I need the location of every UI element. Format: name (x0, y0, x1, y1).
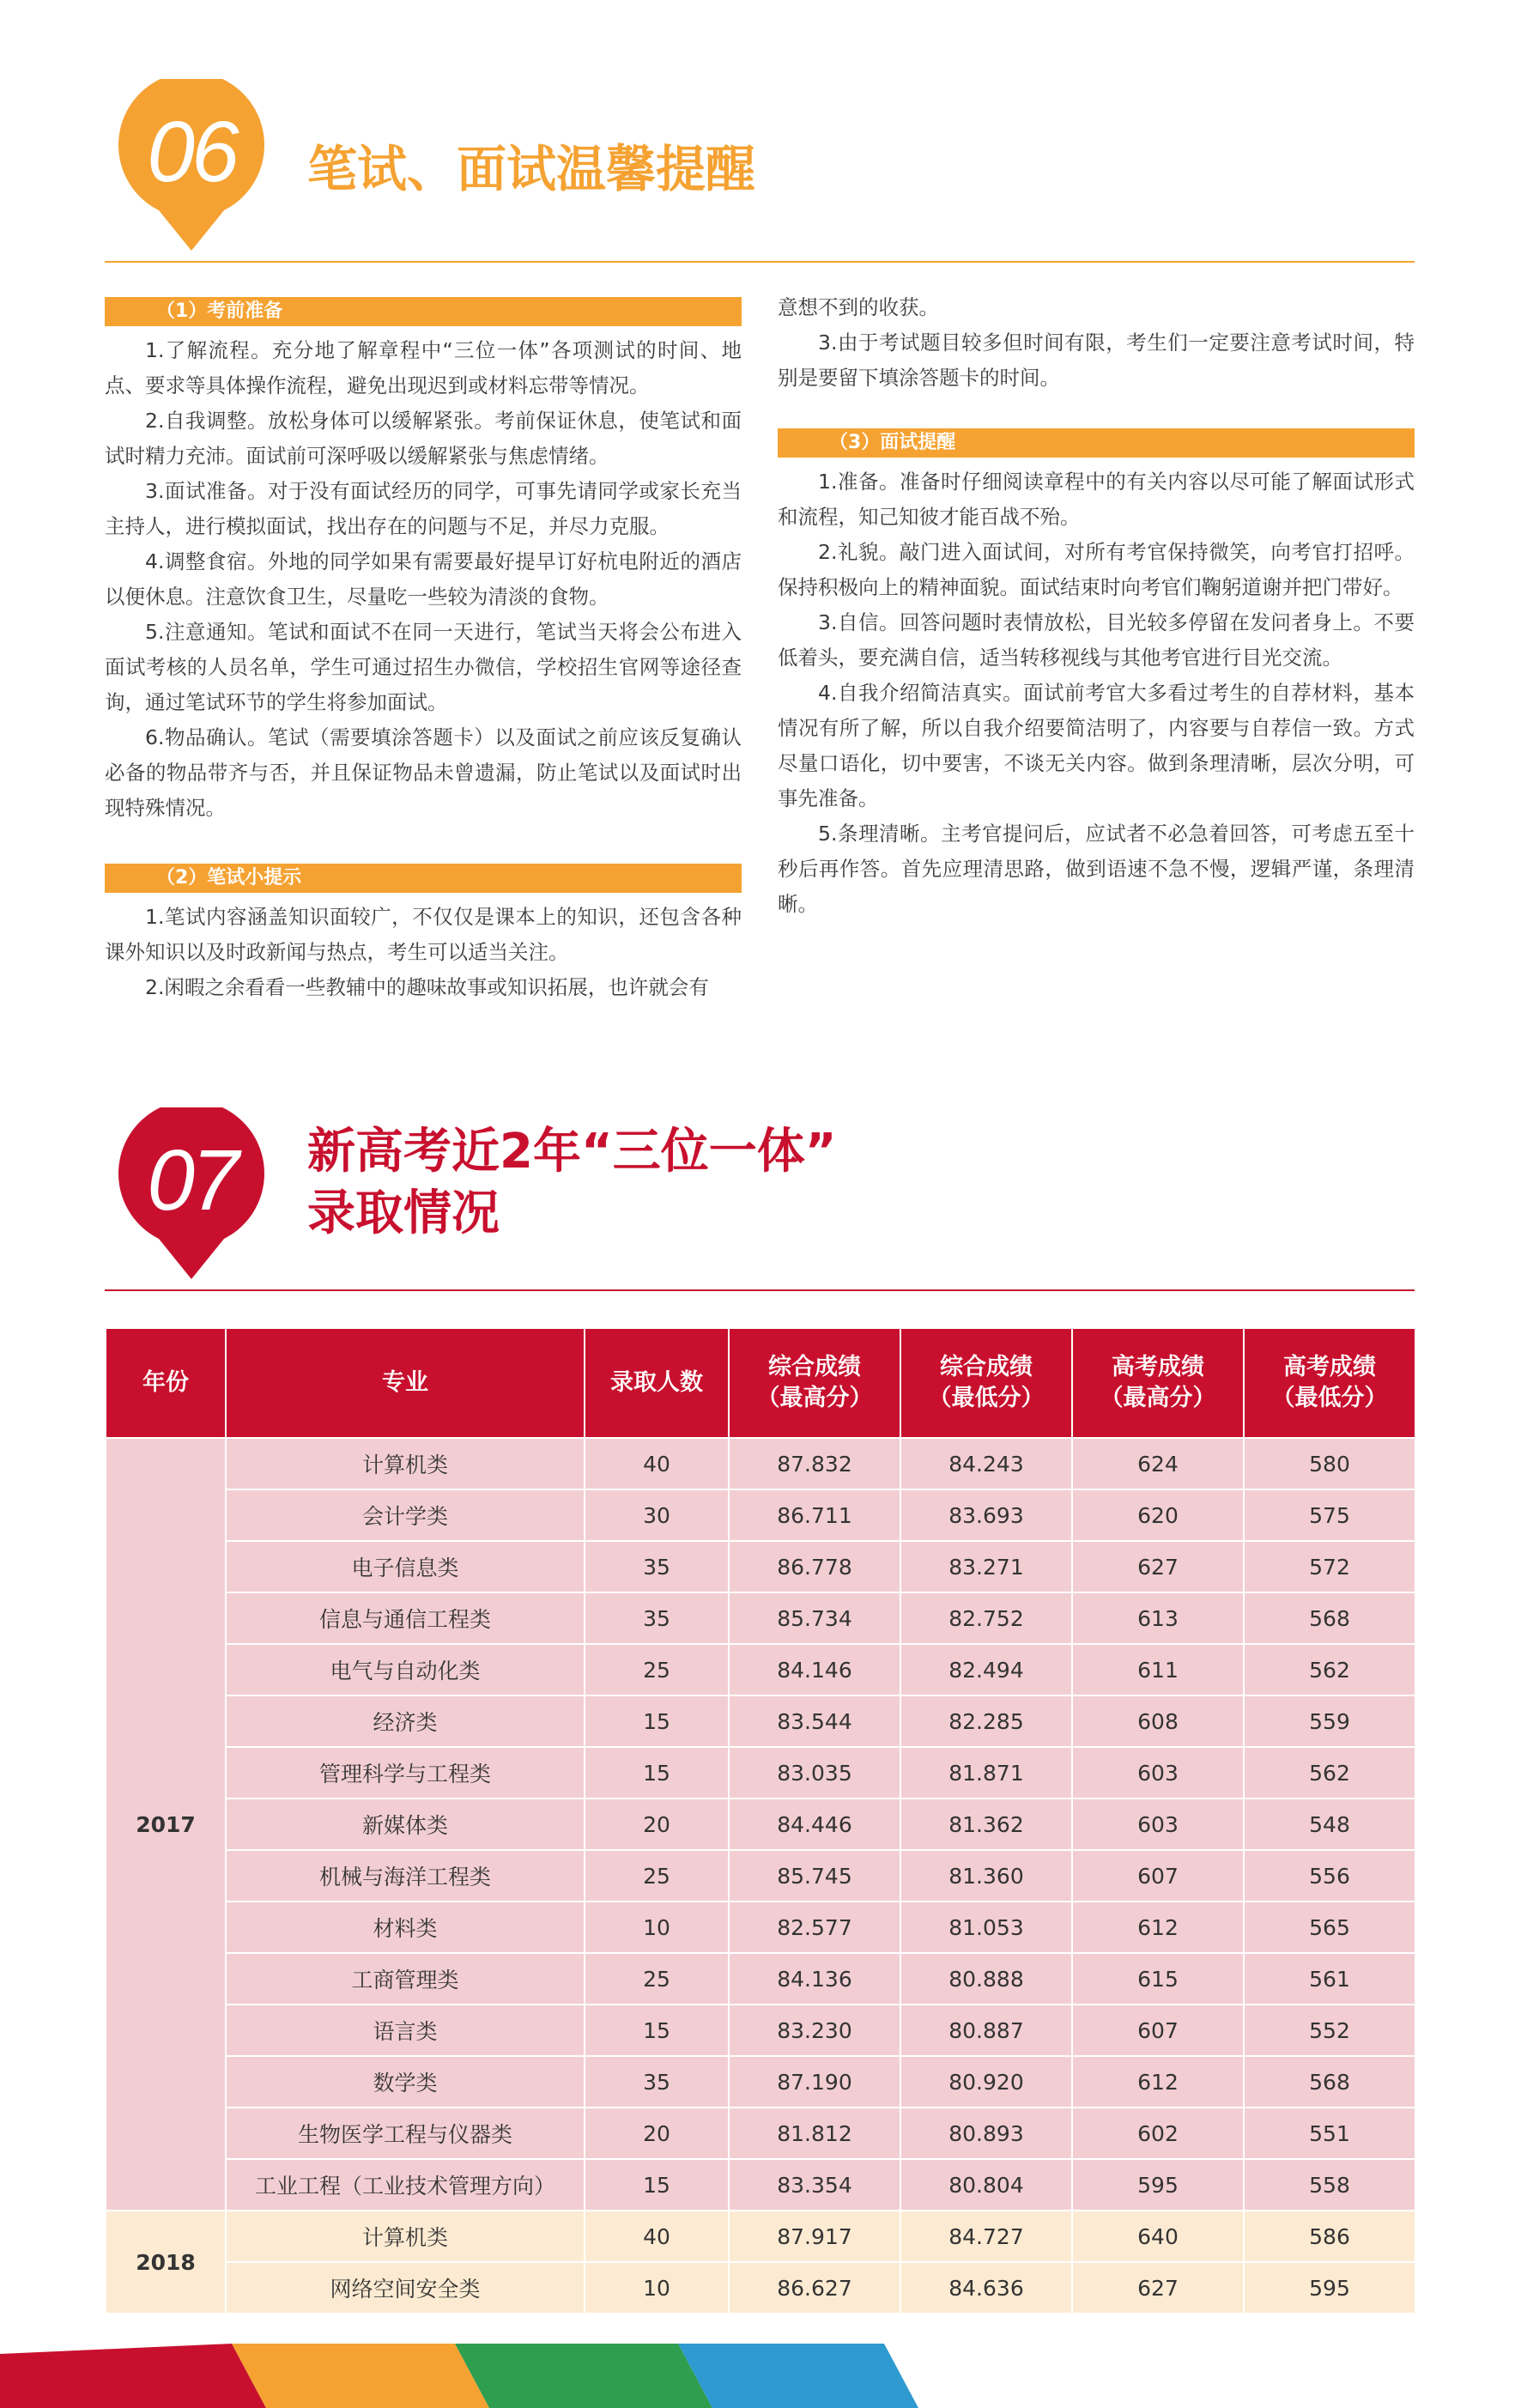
paragraph: 5.注意通知。笔试和面试不在同一天进行，笔试当天将会公布进入面试考核的人员名单，学生可通过招生办微信，学校招生官网等途径查询，通过笔试环节的学生将参加面试。 (105, 620, 742, 714)
value-cell: 83.035 (729, 1747, 900, 1798)
value-cell: 86.627 (729, 2262, 900, 2314)
table-row (106, 1592, 1415, 1644)
table-row (106, 2108, 1415, 2159)
table-row (106, 2159, 1415, 2211)
value-cell: 595 (1244, 2262, 1415, 2314)
table-row (106, 1850, 1415, 1902)
column-header (900, 1328, 1072, 1438)
section-07-title (307, 1121, 837, 1245)
value-cell: 627 (1072, 1541, 1244, 1592)
paragraph: 2.礼貌。敲门进入面试间，对所有考官保持微笑，向考官打招呼。保持积极向上的精神面貌。面试结束时向考官们鞠躬道谢并把门带好。 (778, 540, 1415, 599)
value-cell: 10 (585, 1902, 729, 1953)
table-row (106, 2211, 1415, 2262)
column-header-line: （最低分） (928, 1385, 1045, 1411)
value-cell: 86.711 (729, 1489, 900, 1541)
column-header (1072, 1328, 1244, 1438)
value-cell: 83.354 (729, 2159, 900, 2211)
major-cell: 管理科学与工程类 (226, 1747, 585, 1798)
value-cell: 548 (1244, 1798, 1415, 1850)
value-cell: 15 (585, 1695, 729, 1747)
value-cell: 81.812 (729, 2108, 900, 2159)
table-row (106, 2005, 1415, 2056)
value-cell: 627 (1072, 2262, 1244, 2314)
value-cell: 565 (1244, 1902, 1415, 1953)
value-cell: 624 (1072, 1438, 1244, 1489)
column-header (585, 1328, 729, 1438)
value-cell: 80.888 (900, 1953, 1072, 2005)
table-row (106, 1798, 1415, 1850)
value-cell: 80.893 (900, 2108, 1072, 2159)
value-cell: 551 (1244, 2108, 1415, 2159)
major-cell: 电气与自动化类 (226, 1644, 585, 1695)
value-cell: 640 (1072, 2211, 1244, 2262)
value-cell: 603 (1072, 1747, 1244, 1798)
year-cell: 2018 (106, 2211, 226, 2314)
value-cell: 20 (585, 1798, 729, 1850)
value-cell: 82.752 (900, 1592, 1072, 1644)
subsection-heading-interview: （3）面试提醒 (778, 428, 1415, 458)
right-column (778, 290, 1415, 922)
major-cell: 生物医学工程与仪器类 (226, 2108, 585, 2159)
column-header-line: 录取人数 (610, 1369, 703, 1396)
value-cell: 87.190 (729, 2056, 900, 2108)
value-cell: 15 (585, 2159, 729, 2211)
section-06-title: 笔试、面试温馨提醒 (307, 140, 756, 198)
table-row (106, 1695, 1415, 1747)
value-cell: 35 (585, 1592, 729, 1644)
value-cell: 575 (1244, 1489, 1415, 1541)
subsection-heading-written: （2）笔试小提示 (105, 864, 742, 893)
paragraph: 3.面试准备。对于没有面试经历的同学，可事先请同学或家长充当主持人，进行模拟面试，找出存在的问题与不足，并尽力克服。 (105, 479, 742, 538)
value-cell: 81.871 (900, 1747, 1072, 1798)
table-row (106, 1644, 1415, 1695)
paragraph-continuation: 意想不到的收获。 (778, 295, 939, 319)
year-cell: 2017 (106, 1438, 226, 2211)
paragraph: 6.物品确认。笔试（需要填涂答题卡）以及面试之前应该反复确认必备的物品带齐与否，并且保证物品未曾遗漏，防止笔试以及面试时出现特殊情况。 (105, 725, 742, 820)
table-body (106, 1438, 1415, 2314)
value-cell: 84.446 (729, 1798, 900, 1850)
section-06-divider (105, 261, 1415, 263)
column-header-line: 专业 (382, 1369, 428, 1396)
value-cell: 80.920 (900, 2056, 1072, 2108)
value-cell: 10 (585, 2262, 729, 2314)
paragraph: 3.自信。回答问题时表情放松，目光较多停留在发问者身上。不要低着头，要充满自信，适当转移视线与其他考官进行目光交流。 (778, 610, 1415, 670)
column-header-line: 高考成绩 (1283, 1354, 1376, 1380)
value-cell: 81.053 (900, 1902, 1072, 1953)
column-header (1244, 1328, 1415, 1438)
value-cell: 85.745 (729, 1850, 900, 1902)
paragraph: 1.了解流程。充分地了解章程中“三位一体”各项测试的时间、地点、要求等具体操作流程，避免出现迟到或材料忘带等情况。 (105, 338, 742, 397)
value-cell: 35 (585, 1541, 729, 1592)
paragraph: 4.自我介绍简洁真实。面试前考官大多看过考生的自荐材料，基本情况有所了解，所以自我介绍要简洁明了，内容要与自荐信一致。方式尽量口语化，切中要害，不谈无关内容。做到条理清晰，层次分明，可事先准备。 (778, 681, 1415, 810)
value-cell: 561 (1244, 1953, 1415, 2005)
section-number: 07 (147, 1131, 236, 1228)
value-cell: 20 (585, 2108, 729, 2159)
major-cell: 工商管理类 (226, 1953, 585, 2005)
table-row (106, 1747, 1415, 1798)
value-cell: 558 (1244, 2159, 1415, 2211)
value-cell: 568 (1244, 2056, 1415, 2108)
value-cell: 80.804 (900, 2159, 1072, 2211)
table-header-row (106, 1328, 1415, 1438)
value-cell: 615 (1072, 1953, 1244, 2005)
table-row (106, 1489, 1415, 1541)
value-cell: 568 (1244, 1592, 1415, 1644)
section-07-badge (118, 1107, 264, 1279)
value-cell: 40 (585, 1438, 729, 1489)
table-row (106, 2056, 1415, 2108)
column-header (729, 1328, 900, 1438)
table-row (106, 2262, 1415, 2314)
value-cell: 84.146 (729, 1644, 900, 1695)
column-header-line: 综合成绩 (768, 1354, 861, 1380)
footer-stripe (232, 2344, 489, 2408)
value-cell: 608 (1072, 1695, 1244, 1747)
paragraph: 1.准备。准备时仔细阅读章程中的有关内容以尽可能了解面试形式和流程，知己知彼才能百战不殆。 (778, 470, 1415, 529)
value-cell: 83.271 (900, 1541, 1072, 1592)
major-cell: 计算机类 (226, 1438, 585, 1489)
value-cell: 82.494 (900, 1644, 1072, 1695)
value-cell: 611 (1072, 1644, 1244, 1695)
major-cell: 数学类 (226, 2056, 585, 2108)
table-row (106, 1541, 1415, 1592)
value-cell: 82.285 (900, 1695, 1072, 1747)
major-cell: 经济类 (226, 1695, 585, 1747)
value-cell: 595 (1072, 2159, 1244, 2211)
value-cell: 35 (585, 2056, 729, 2108)
value-cell: 30 (585, 1489, 729, 1541)
value-cell: 83.544 (729, 1695, 900, 1747)
column-header (106, 1328, 226, 1438)
major-cell: 新媒体类 (226, 1798, 585, 1850)
value-cell: 556 (1244, 1850, 1415, 1902)
column-header (226, 1328, 585, 1438)
value-cell: 15 (585, 1747, 729, 1798)
value-cell: 87.917 (729, 2211, 900, 2262)
major-cell: 工业工程（工业技术管理方向） (226, 2159, 585, 2211)
column-header-line: （最高分） (756, 1385, 873, 1411)
value-cell: 559 (1244, 1695, 1415, 1747)
value-cell: 86.778 (729, 1541, 900, 1592)
value-cell: 84.727 (900, 2211, 1072, 2262)
value-cell: 612 (1072, 1902, 1244, 1953)
column-header-line: 高考成绩 (1112, 1354, 1204, 1380)
value-cell: 83.693 (900, 1489, 1072, 1541)
value-cell: 25 (585, 1953, 729, 2005)
column-header-line: （最高分） (1100, 1385, 1216, 1411)
value-cell: 572 (1244, 1541, 1415, 1592)
value-cell: 85.734 (729, 1592, 900, 1644)
value-cell: 602 (1072, 2108, 1244, 2159)
left-column (105, 294, 742, 1005)
value-cell: 562 (1244, 1644, 1415, 1695)
value-cell: 82.577 (729, 1902, 900, 1953)
value-cell: 607 (1072, 1850, 1244, 1902)
section-06-badge (118, 79, 264, 251)
value-cell: 84.136 (729, 1953, 900, 2005)
major-cell: 材料类 (226, 1902, 585, 1953)
major-cell: 会计学类 (226, 1489, 585, 1541)
value-cell: 15 (585, 2005, 729, 2056)
column-header-line: 综合成绩 (940, 1354, 1033, 1380)
major-cell: 机械与海洋工程类 (226, 1850, 585, 1902)
value-cell: 84.243 (900, 1438, 1072, 1489)
value-cell: 25 (585, 1644, 729, 1695)
major-cell: 语言类 (226, 2005, 585, 2056)
value-cell: 552 (1244, 2005, 1415, 2056)
value-cell: 80.887 (900, 2005, 1072, 2056)
paragraph: 5.条理清晰。主考官提问后，应试者不必急着回答，可考虑五至十秒后再作答。首先应理清思路，做到语速不急不慢，逻辑严谨，条理清晰。 (778, 822, 1415, 916)
paragraph: 2.闲暇之余看看一些教辅中的趣味故事或知识拓展，也许就会有 (145, 975, 709, 999)
value-cell: 586 (1244, 2211, 1415, 2262)
footer-stripe (0, 2344, 266, 2408)
value-cell: 580 (1244, 1438, 1415, 1489)
footer-stripe (455, 2344, 712, 2408)
section-07-title-line2: 录取情况 (307, 1186, 500, 1241)
major-cell: 计算机类 (226, 2211, 585, 2262)
section-07-title-line1: 新高考近2年“三位一体” (307, 1124, 837, 1180)
value-cell: 83.230 (729, 2005, 900, 2056)
major-cell: 信息与通信工程类 (226, 1592, 585, 1644)
table-row (106, 1953, 1415, 2005)
value-cell: 40 (585, 2211, 729, 2262)
footer-stripe (678, 2344, 918, 2408)
value-cell: 562 (1244, 1747, 1415, 1798)
value-cell: 87.832 (729, 1438, 900, 1489)
value-cell: 603 (1072, 1798, 1244, 1850)
value-cell: 81.362 (900, 1798, 1072, 1850)
value-cell: 84.636 (900, 2262, 1072, 2314)
major-cell: 电子信息类 (226, 1541, 585, 1592)
subsection-heading-prep: （1）考前准备 (105, 297, 742, 326)
admission-table (105, 1327, 1416, 2314)
table-row (106, 1438, 1415, 1489)
spacer (778, 396, 1415, 425)
major-cell: 网络空间安全类 (226, 2262, 585, 2314)
spacer (105, 826, 742, 860)
value-cell: 25 (585, 1850, 729, 1902)
section-07-divider (105, 1289, 1415, 1291)
paragraph: 1.笔试内容涵盖知识面较广，不仅仅是课本上的知识，还包含各种课外知识以及时政新闻与热点，考生可以适当关注。 (105, 905, 742, 964)
paragraph: 4.调整食宿。外地的同学如果有需要最好提早订好杭电附近的酒店以便休息。注意饮食卫生，尽量吃一些较为清淡的食物。 (105, 549, 742, 609)
footer-stripes (0, 2344, 1521, 2408)
value-cell: 81.360 (900, 1850, 1072, 1902)
table-row (106, 1902, 1415, 1953)
column-header-line: （最低分） (1271, 1385, 1388, 1411)
paragraph: 3.由于考试题目较多但时间有限，考生们一定要注意考试时间，特别是要留下填涂答题卡的时间。 (778, 331, 1415, 390)
paragraph: 2.自我调整。放松身体可以缓解紧张。考前保证休息，使笔试和面试时精力充沛。面试前可深呼吸以缓解紧张与焦虑情绪。 (105, 409, 742, 468)
section-number: 06 (147, 103, 236, 200)
value-cell: 612 (1072, 2056, 1244, 2108)
value-cell: 613 (1072, 1592, 1244, 1644)
column-header-line: 年份 (142, 1369, 189, 1396)
value-cell: 620 (1072, 1489, 1244, 1541)
value-cell: 607 (1072, 2005, 1244, 2056)
